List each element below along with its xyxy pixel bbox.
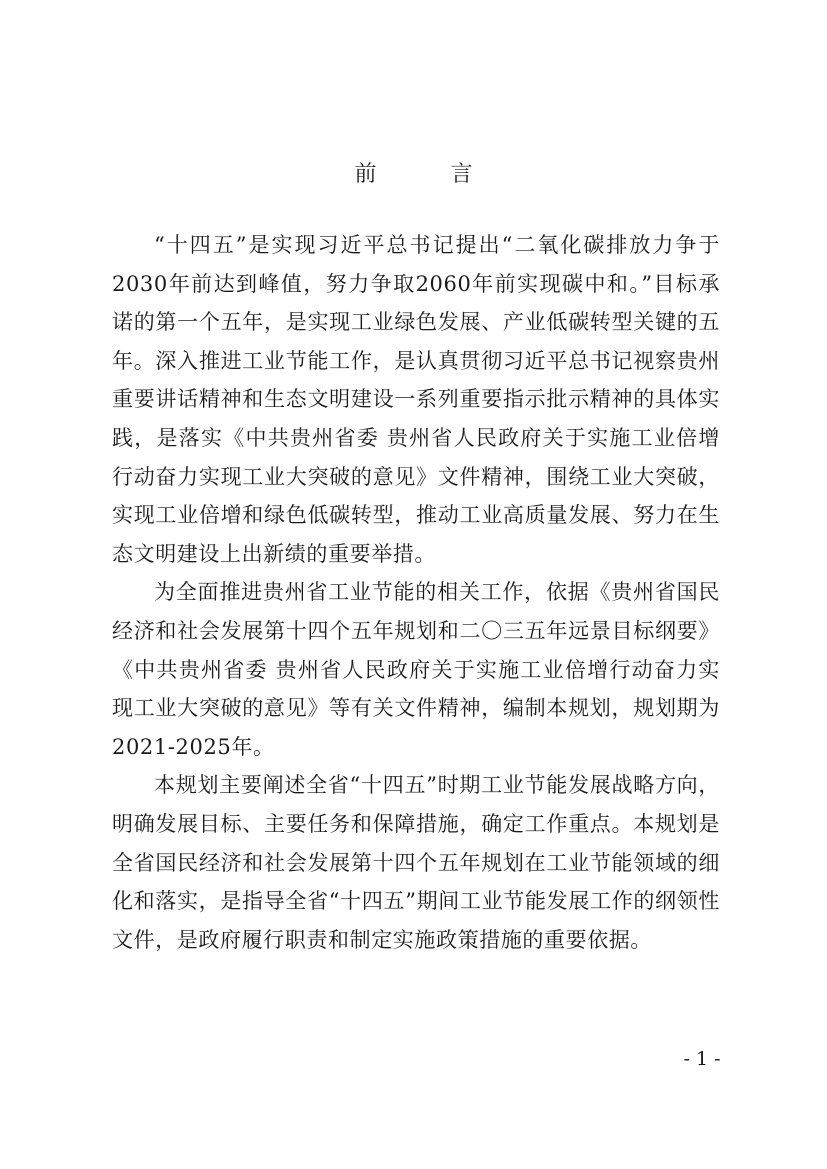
- page-title: 前 言: [354, 162, 499, 187]
- paragraph-1: “十四五”是实现习近平总书记提出“二氧化碳排放力争于2030年前达到峰值，努力争取2060年前实现碳中和。”目标承诺的第一个五年，是实现工业绿色发展、产业低碳转型关键的五年。深入推进工业节能工作，是认真贯彻习近平总书记视察贵州重要讲话精神和生态文明建设一系列重要指示批示精神的具体实践，是落实《中共贵州省委 贵州省人民政府关于实施工业倍增行动奋力实现工业大突破的意见》文件精神，围绕工业大突破，实现工业倍增和绿色低碳转型，推动工业高质量发展、努力在生态文明建设上出新绩的重要举措。: [112, 233, 720, 566]
- document-body: [112, 226, 720, 959]
- paragraph-3: 本规划主要阐述全省“十四五”时期工业节能发展战略方向，明确发展目标、主要任务和保障措施，确定工作重点。本规划是全省国民经济和社会发展第十四个五年规划在工业节能领域的细化和落实，是指导全省“十四五”期间工业节能发展工作的纲领性文件，是政府履行职责和制定实施政策措施的重要依据。: [112, 773, 720, 952]
- paragraph-2: 为全面推进贵州省工业节能的相关工作，依据《贵州省国民经济和社会发展第十四个五年规划和二〇三五年远景目标纲要》《中共贵州省委 贵州省人民政府关于实施工业倍增行动奋力实现工业大突破的意见》等有关文件精神，编制本规划，规划期为2021-2025年。: [112, 580, 720, 759]
- page-number: - 1 -: [683, 1048, 721, 1070]
